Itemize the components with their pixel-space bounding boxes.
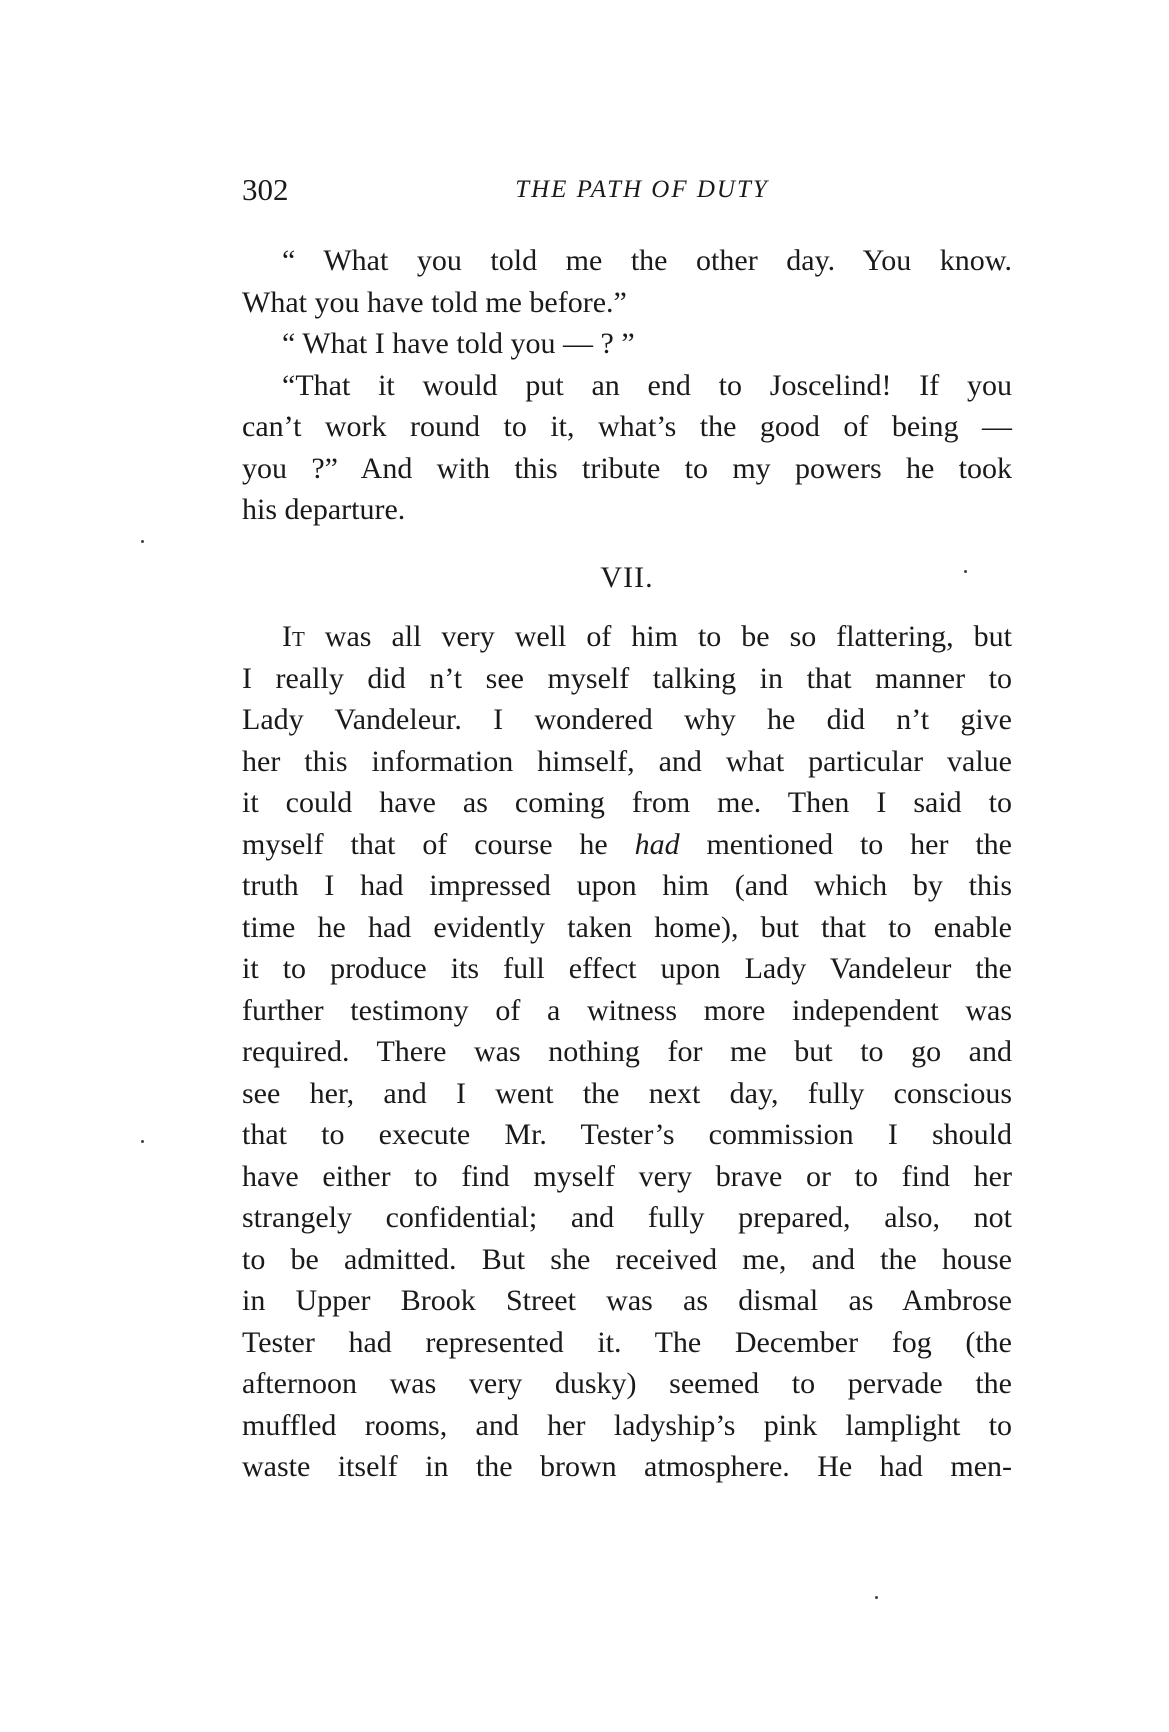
running-head — [242, 168, 1012, 212]
text-line: you ?” And with this tribute to my powers he took — [242, 451, 1012, 485]
page-number: 302 — [242, 172, 289, 207]
text-line: that to execute Mr. Tester’s commission I should — [242, 1118, 1012, 1151]
line-text: mentioned to her the — [679, 827, 1012, 861]
text-line: truth I had impressed upon him (and which by this — [242, 869, 1012, 902]
text-line: further testimony of a witness more independent was — [242, 993, 1012, 1027]
section-heading: VII. — [600, 561, 654, 594]
paper-speck — [141, 540, 144, 543]
text-line: strangely confidential; and fully prepared, also, not — [242, 1201, 1012, 1234]
line-text: myself that of course he — [242, 827, 635, 861]
text-line: afternoon was very dusky) seemed to pervade the — [242, 1367, 1012, 1400]
text-line: Lady Vandeleur. I wondered why he did n’t give — [242, 703, 1012, 736]
opening-word: It — [282, 620, 305, 653]
emphasized-word: had — [634, 827, 680, 861]
text-line: muffled rooms, and her ladyship’s pink lamplight to — [242, 1408, 1012, 1442]
text-line: required. There was nothing for me but to go and — [242, 1035, 1012, 1068]
text-line: it to produce its full effect upon Lady Vandeleur the — [242, 952, 1012, 985]
text-line: can’t work round to it, what’s the good of being — — [242, 410, 1012, 443]
text-line: her this information himself, and what particular value — [242, 744, 1012, 778]
text-line: “ What I have told you — ? ” — [282, 327, 635, 360]
text-line: Tester had represented it. The December fog (the — [242, 1325, 1012, 1359]
line-text: was all very well of him to be so flattering, but — [304, 620, 1012, 653]
section-one-text — [242, 240, 1012, 531]
text-line: “ What you told me the other day. You know. — [282, 244, 1012, 277]
text-line: in Upper Brook Street was as dismal as Ambrose — [242, 1284, 1012, 1317]
text-line — [242, 616, 1012, 658]
text-line: see her, and I went the next day, fully conscious — [242, 1076, 1012, 1110]
section-two-text — [242, 616, 1012, 1488]
paper-speck — [875, 1596, 878, 1599]
text-line: have either to find myself very brave or to find her — [242, 1159, 1012, 1193]
paper-speck — [141, 1140, 144, 1143]
text-line: his departure. — [242, 493, 406, 526]
running-title: THE PATH OF DUTY — [515, 176, 769, 203]
text-line: to be admitted. But she received me, and the house — [242, 1242, 1012, 1276]
text-line: waste itself in the brown atmosphere. He had men- — [242, 1450, 1012, 1483]
text-line: What you have told me before.” — [242, 285, 627, 319]
text-line: I really did n’t see myself talking in that manner to — [242, 661, 1012, 695]
text-line: “That it would put an end to Joscelind! If you — [282, 368, 1012, 402]
text-line: it could have as coming from me. Then I said to — [242, 786, 1012, 819]
text-line — [242, 824, 1012, 866]
paper-speck — [964, 570, 967, 573]
text-line: time he had evidently taken home), but that to enable — [242, 910, 1012, 944]
